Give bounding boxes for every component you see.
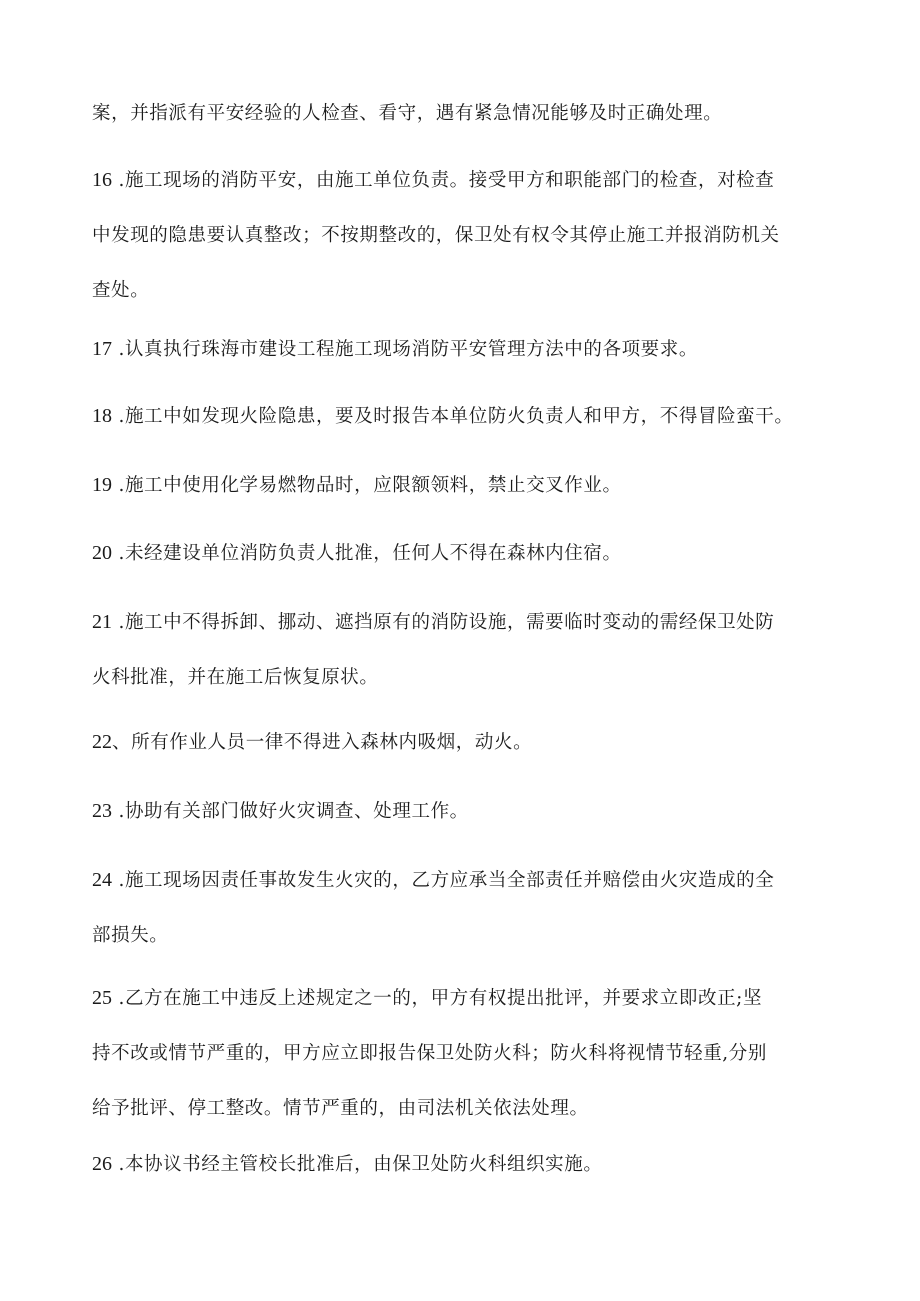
paragraph-text: .未经建设单位消防负责人批准，任何人不得在森林内住宿。	[112, 543, 622, 564]
paragraph-continuation	[92, 86, 842, 141]
paragraph-text: 、所有作业人员一律不得进入森林内吸烟，动火。	[112, 732, 533, 753]
paragraph-line	[92, 526, 842, 581]
paragraph-line: 查处。	[92, 280, 150, 301]
paragraph-23	[92, 784, 842, 839]
paragraph-line: 部损失。	[92, 925, 169, 946]
paragraph-line	[92, 1137, 842, 1192]
paragraph-number: 25	[92, 987, 112, 1009]
paragraph-number: 20	[92, 542, 112, 564]
paragraph-text: .施工中不得拆卸、挪动、遮挡原有的消防设施，需要临时变动的需经保卫处防	[112, 612, 775, 633]
paragraph-line	[92, 595, 842, 650]
paragraph-number: 24	[92, 869, 112, 891]
paragraph-text: .施工中如发现火险隐患，要及时报告本单位防火负责人和甲方，不得冒险蛮干。	[112, 406, 794, 427]
paragraph-number: 23	[92, 800, 112, 822]
paragraph-text: .认真执行珠海市建设工程施工现场消防平安管理方法中的各项要求。	[112, 339, 698, 360]
paragraph-number: 22	[92, 731, 112, 753]
paragraph-line: 案，并指派有平安经验的人检查、看守，遇有紧急情况能够及时正确处理。	[92, 103, 723, 124]
paragraph-number: 21	[92, 611, 112, 633]
paragraph-18	[92, 389, 842, 444]
paragraph-number: 17	[92, 338, 112, 360]
paragraph-line: 火科批准，并在施工后恢复原状。	[92, 667, 379, 688]
paragraph-text: .施工现场的消防平安，由施工单位负责。接受甲方和职能部门的检查，对检查	[112, 170, 775, 191]
paragraph-22	[92, 715, 842, 770]
paragraph-line: 中发现的隐患要认真整改；不按期整改的，保卫处有权令其停止施工并报消防机关	[92, 225, 780, 246]
paragraph-number: 26	[92, 1153, 112, 1175]
paragraph-line	[92, 715, 842, 770]
paragraph-26	[92, 1137, 842, 1192]
paragraph-16	[92, 153, 842, 318]
paragraph-number: 16	[92, 169, 112, 191]
paragraph-line	[92, 853, 842, 908]
paragraph-25	[92, 971, 842, 1136]
paragraph-text: .乙方在施工中违反上述规定之一的，甲方有权提出批评，并要求立即改正;坚	[112, 988, 763, 1009]
paragraph-line	[92, 971, 842, 1026]
paragraph-line	[92, 389, 842, 444]
paragraph-20	[92, 526, 842, 581]
paragraph-line: 给予批评、停工整改。情节严重的，由司法机关依法处理。	[92, 1098, 589, 1119]
paragraph-21	[92, 595, 842, 705]
paragraph-text: .施工现场因责任事故发生火灾的，乙方应承当全部责任并赔偿由火灾造成的全	[112, 870, 775, 891]
paragraph-line	[92, 153, 842, 208]
paragraph-line	[92, 458, 842, 513]
paragraph-number: 19	[92, 474, 112, 496]
paragraph-24	[92, 853, 842, 963]
paragraph-text: .本协议书经主管校长批准后，由保卫处防火科组织实施。	[112, 1154, 603, 1175]
paragraph-17	[92, 322, 842, 377]
paragraph-text: .施工中使用化学易燃物品时，应限额领料，禁止交叉作业。	[112, 475, 622, 496]
paragraph-line	[92, 784, 842, 839]
paragraph-text: .协助有关部门做好火灾调查、处理工作。	[112, 801, 469, 822]
paragraph-number: 18	[92, 405, 112, 427]
paragraph-line: 持不改或情节严重的，甲方应立即报告保卫处防火科；防火科将视情节轻重,分别	[92, 1043, 767, 1064]
paragraph-19	[92, 458, 842, 513]
paragraph-line	[92, 322, 842, 377]
